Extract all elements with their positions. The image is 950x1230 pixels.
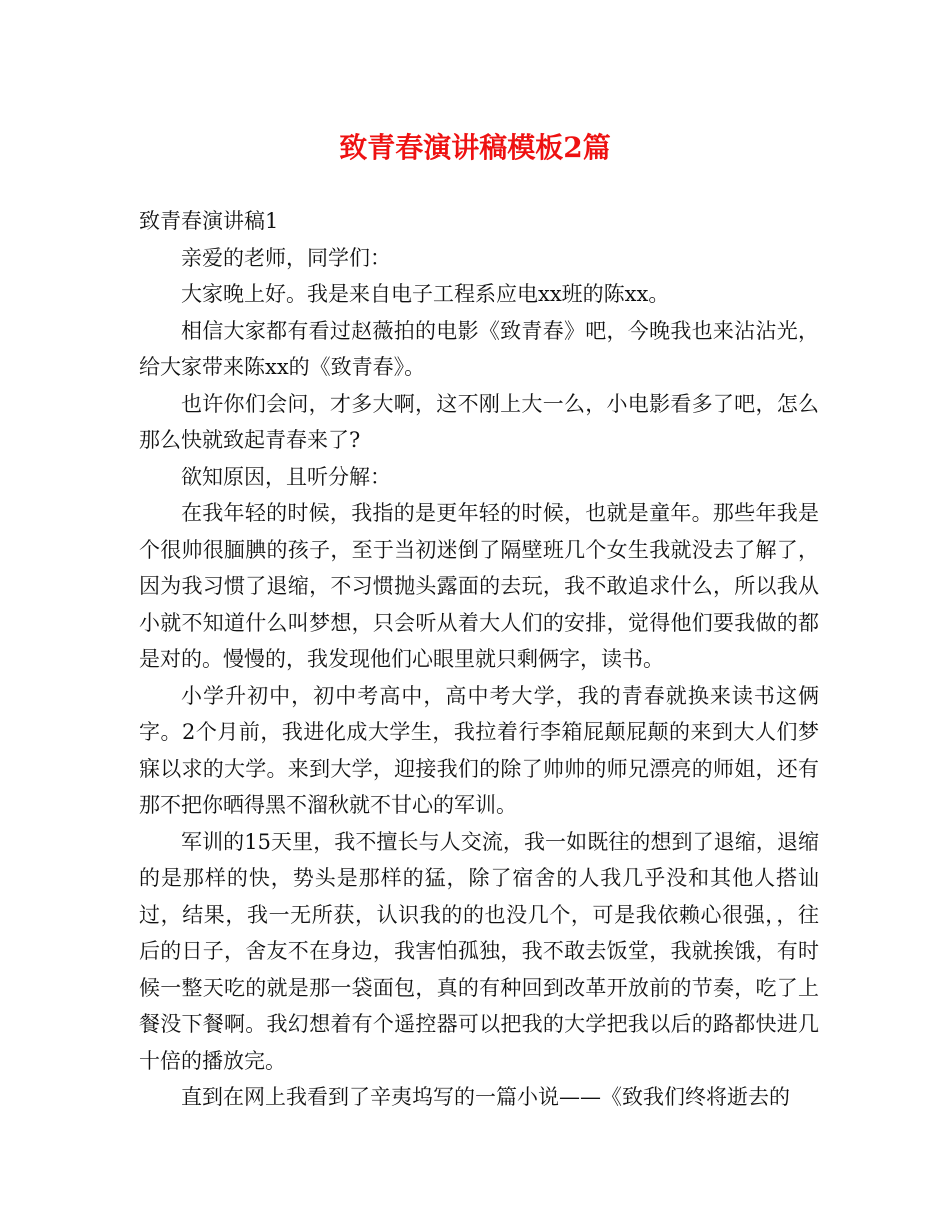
- paragraph: 直到在网上我看到了辛夷坞写的一篇小说——《致我们终将逝去的: [181, 1085, 790, 1109]
- paragraph: 军训的15天里，我不擅长与人交流，我一如既往的想到了退缩，退缩的是那样的快，势头是那样的猛，除了宿舍的人我几乎没和其他人搭讪过，结果，我一无所获，认识我的的也没几个，可是我依赖心很强，，往后的日子，舍友不在身边，我害怕孤独，我不敢去饭堂，我就挨饿，有时候一整天吃的就是那一袋面包，真的有种回到改革开放前的节奏，吃了上餐没下餐啊。我幻想着有个遥控器可以把我的大学把我以后的路都快进几十倍的播放完。: [139, 829, 819, 1073]
- document-title: 致青春演讲稿模板2篇: [339, 131, 611, 164]
- section-heading: 致青春演讲稿1: [139, 209, 279, 233]
- paragraph: 小学升初中，初中考高中，高中考大学，我的青春就换来读书这俩字。2个月前，我进化成大学生，我拉着行李箱屁颠屁颠的来到大人们梦寐以求的大学。来到大学，迎接我们的除了帅帅的师兄漂亮的师姐，还有那不把你晒得黑不溜秋就不甘心的军训。: [139, 683, 819, 817]
- paragraph: 也许你们会问，才多大啊，这不刚上大一么，小电影看多了吧，怎么那么快就致起青春来了?: [139, 391, 819, 452]
- paragraph: 欲知原因，且听分解：: [181, 464, 391, 489]
- paragraph-greeting: 亲爱的老师，同学们：: [181, 245, 391, 270]
- paragraph: 相信大家都有看过赵薇拍的电影《致青春》吧，今晚我也来沾沾光，给大家带来陈xx的《致青春》。: [139, 318, 819, 379]
- paragraph-intro: 大家晚上好。我是来自电子工程系应电xx班的陈xx。: [181, 282, 670, 306]
- paragraph: 在我年轻的时候，我指的是更年轻的时候，也就是童年。那些年我是个很帅很腼腆的孩子，至于当初迷倒了隔壁班几个女生我就没去了解了，因为我习惯了退缩，不习惯抛头露面的去玩，我不敢追求什么，所以我从小就不知道什么叫梦想，只会听从着大人们的安排，觉得他们要我做的都是对的。慢慢的，我发现他们心眼里就只剩俩字，读书。: [139, 501, 819, 671]
- document-body: [139, 203, 819, 1116]
